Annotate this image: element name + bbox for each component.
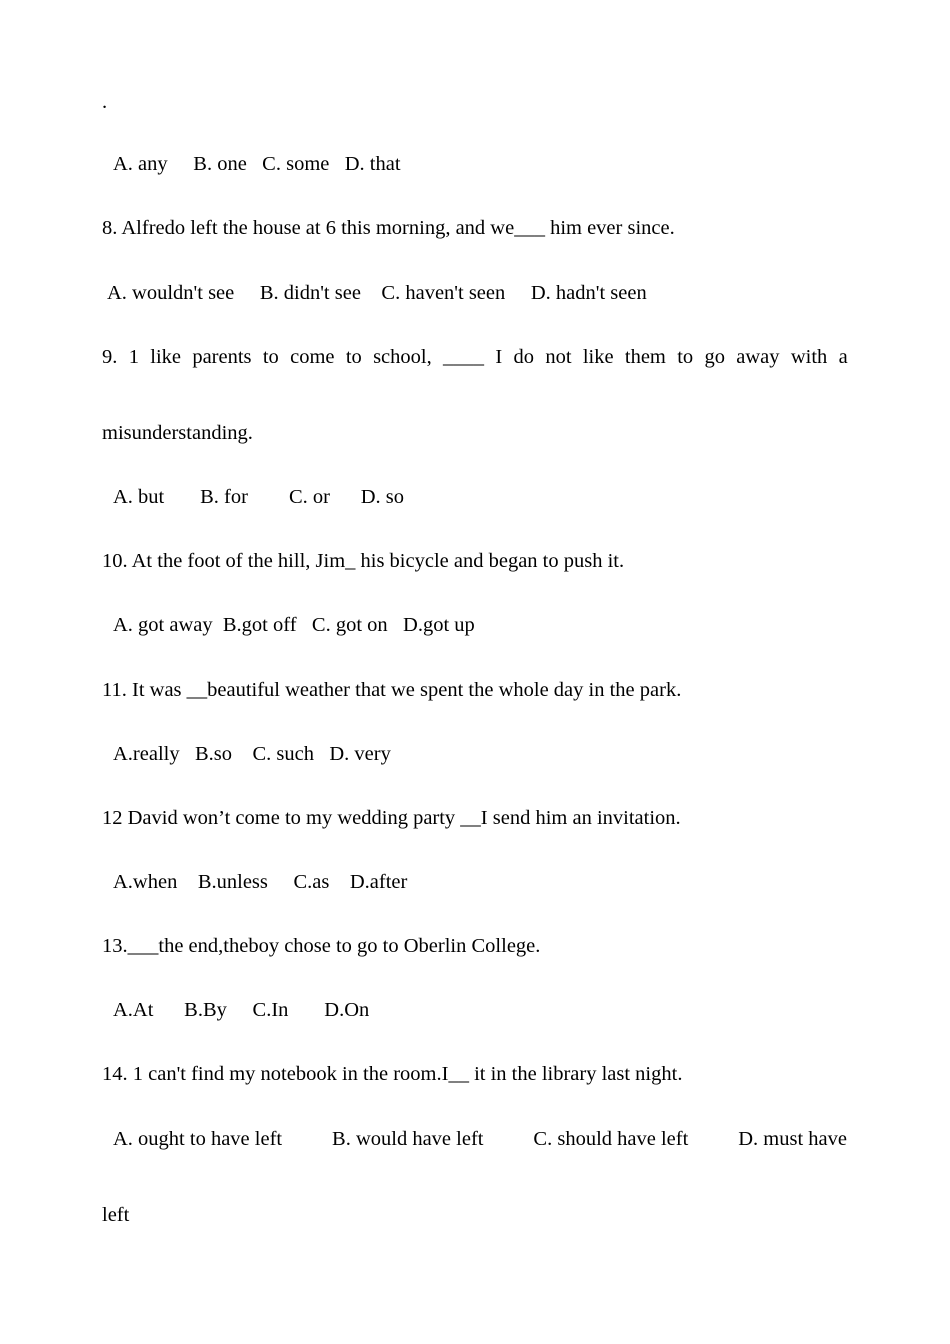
q9-word: a (838, 346, 848, 368)
question-8: 8. Alfredo left the house at 6 this morning, and we___ him ever since. (102, 217, 675, 239)
q14-option-a: A. ought to have left (113, 1128, 283, 1150)
q9-word: like (582, 346, 614, 368)
question-11: 11. It was __beautiful weather that we spent the whole day in the park. (102, 679, 682, 701)
q9-word: like (150, 346, 181, 368)
q14-options (113, 1127, 847, 1151)
q9-word: not (545, 346, 572, 368)
q7-options: A. any B. one C. some D. that (113, 153, 401, 175)
q9-word: ____ (443, 346, 485, 368)
question-9-line1 (102, 345, 848, 369)
q9-word: school, (373, 346, 432, 368)
q9-word: parents (192, 346, 252, 368)
question-13: 13.___the end,theboy chose to go to Oberlin College. (102, 935, 541, 957)
q9-word: to (345, 346, 362, 368)
q9-word: 9. (102, 346, 118, 368)
q11-options: A.really B.so C. such D. very (113, 743, 391, 765)
question-14: 14. 1 can't find my notebook in the room.I__ it in the library last night. (102, 1063, 683, 1085)
q14-options-continued: left (102, 1204, 130, 1226)
page-dot: . (102, 91, 108, 113)
q9-word: come (290, 346, 335, 368)
question-12: 12 David won’t come to my wedding party __I send him an invitation. (102, 807, 681, 829)
question-10: 10. At the foot of the hill, Jim_ his bicycle and began to push it. (102, 550, 625, 572)
q14-option-c: C. should have left (533, 1128, 689, 1150)
q14-option-b: B. would have left (332, 1128, 484, 1150)
q9-word: go (704, 346, 725, 368)
q9-word: 1 (128, 346, 139, 368)
q13-options: A.At B.By C.In D.On (113, 999, 370, 1021)
q9-word: them (624, 346, 666, 368)
q12-options: A.when B.unless C.as D.after (113, 871, 408, 893)
q9-options: A. but B. for C. or D. so (113, 486, 404, 508)
q9-word: with (790, 346, 828, 368)
q14-option-d: D. must have (738, 1128, 847, 1150)
q9-word: I (495, 346, 503, 368)
q10-options: A. got away B.got off C. got on D.got up (113, 614, 475, 636)
q8-options: A. wouldn't see B. didn't see C. haven't seen D. hadn't seen (107, 282, 647, 304)
question-9-line2: misunderstanding. (102, 422, 253, 444)
q9-word: away (736, 346, 780, 368)
q9-word: to (677, 346, 694, 368)
q9-word: to (262, 346, 279, 368)
q9-word: do (513, 346, 534, 368)
